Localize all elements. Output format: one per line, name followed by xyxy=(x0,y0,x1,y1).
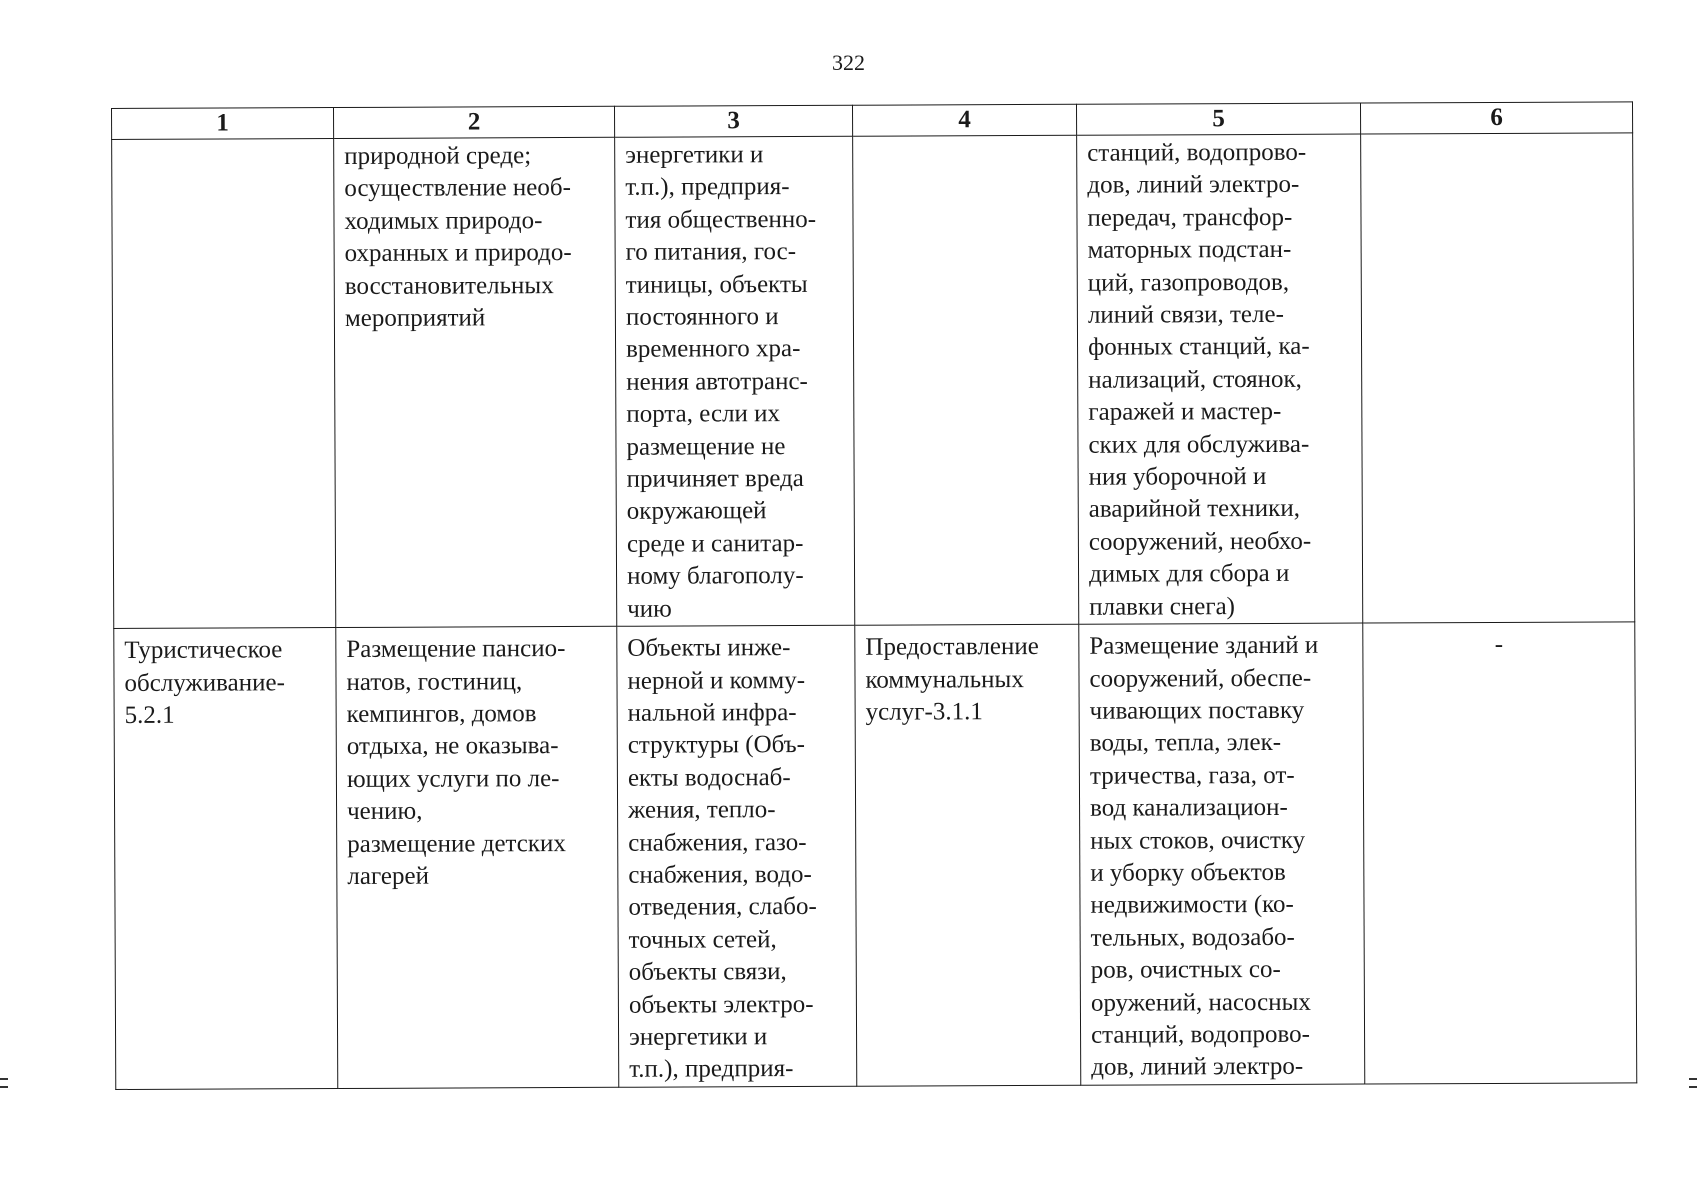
table-cell-c3: энергетики и т.п.), предприя- тия общественно- го питания, гос- тиницы, объекты постоянного и временного хра- нения автотранс- порта, если их размещение не причиняет вреда окружающей среде и санитар- ному благополу- чию xyxy=(615,136,855,626)
table-cell-c2: Размещение пансио- натов, гостиниц, кемпингов, домов отдыха, не оказыва- ющих услуги по ле- чению, размещение детских лагерей xyxy=(336,626,619,1088)
table-cell-c4 xyxy=(853,135,1079,625)
table-cell-c1: Туристическое обслуживание- 5.2.1 xyxy=(114,628,338,1090)
land-use-table xyxy=(111,101,1637,1089)
table-cell-c5: станций, водопрово- дов, линий электро- передач, трансфор- маторных подстан- ций, газопроводов, линий связи, теле- фонных станций, ка- нализаций, стоянок, гаражей и мастер- ских для обслужива- ния уборочной и аварийной техники, сооружений, необхо- димых для сбора и плавки снега) xyxy=(1077,134,1363,624)
table-cell-c6 xyxy=(1361,133,1635,623)
column-header-6: 6 xyxy=(1360,102,1632,134)
page-number: 322 xyxy=(832,50,865,75)
table-row xyxy=(112,133,1635,629)
scan-margin-mark xyxy=(1689,1086,1697,1088)
scan-margin-mark xyxy=(1689,1078,1697,1080)
table-row xyxy=(114,622,1637,1089)
table-cell-c5: Размещение зданий и сооружений, обеспе- чивающих поставку воды, тепла, элек- тричества, газа, от- вод канализацион- ных стоков, очистку и уборку объектов недвижимости (ко- тельных, водозабо- ров, очистных со- оружений, насосных станций, водопрово- дов, линий электро- xyxy=(1079,623,1365,1085)
column-header-5: 5 xyxy=(1076,103,1360,135)
scan-margin-mark xyxy=(0,1086,8,1088)
table-cell-c4: Предоставление коммунальных услуг-3.1.1 xyxy=(855,624,1081,1086)
column-header-4: 4 xyxy=(852,104,1076,136)
column-header-3: 3 xyxy=(614,105,852,137)
table-cell-c1 xyxy=(112,139,336,629)
column-header-2: 2 xyxy=(334,106,615,138)
table-cell-c2: природной среде; осуществление необ- ходимых природо- охранных и природо- восстановительных мероприятий xyxy=(334,137,617,627)
column-header-1: 1 xyxy=(112,108,334,140)
scan-margin-mark xyxy=(0,1078,8,1080)
table-cell-c6: - xyxy=(1363,622,1637,1084)
table-cell-c3: Объекты инже- нерной и комму- нальной инфра- структуры (Объ- екты водоснаб- жения, тепло- снабжения, газо- снабжения, водо- отведения, слабо- точных сетей, объекты связи, объекты электро- энергетики и т.п.), предприя- xyxy=(617,625,857,1087)
